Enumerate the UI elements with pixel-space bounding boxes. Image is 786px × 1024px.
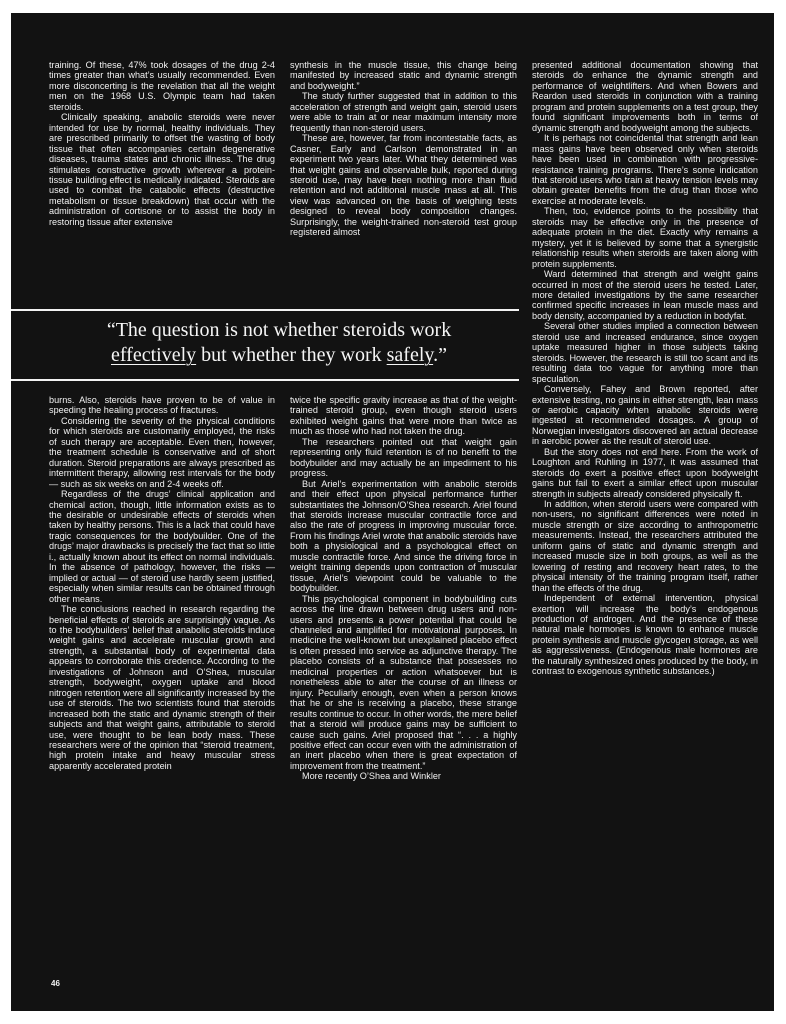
pull-quote-effectively: effectively [110, 344, 197, 366]
paragraph: Independent of external intervention, physical exertion will increase the body’s endogenous production of androgen. And the presence of these natural male hormones is known to enhance muscle protein synthesis and muscle glycogen storage, as well as aggressiveness. (Endogenous male hormones are the naturally synthesized ones produced by the body, in contrast to exogenous synthetic substances.) [532, 593, 758, 677]
paragraph: Considering the severity of the physical conditions for which steroids are customarily employed, the risks of such therapy are acceptable. Even then, however, the treatment schedule is conservative and of short duration. Steroid preparations are always prescribed as intermittent therapy, allowing rest intervals for the body — such as six weeks on and 2-4 weeks off. [49, 415, 275, 489]
paragraph: The researchers pointed out that weight gain representing only fluid retention is of no benefit to the bodybuilder and may actually be an impediment to his progress. [290, 436, 517, 479]
pull-quote [59, 318, 499, 368]
paragraph: These are, however, far from incontestable facts, as Casner, Early and Carlson demonstrated in an experiment two years later. What they determined was that weight gains and observable bulk, reported during steroid use, may have been nothing more than fluid retention and not additional muscle mass at all. This view was advanced on the basis of weighing tests designed to reveal body composition changes. Surprisingly, the weight-trained non-steroid test group registered almost [290, 133, 517, 238]
pull-quote-line-2 [59, 343, 499, 368]
paragraph: Then, too, evidence points to the possibility that steroids may be effective only in the presence of adequate protein in the diet. Exactly why remains a mystery, yet it is believed by some that a synergistic relationship results when steroids are taken along with protein supplements. [532, 206, 758, 269]
column-2-bottom [290, 395, 517, 965]
paragraph: Clinically speaking, anabolic steroids were never intended for use by normal, healthy individuals. They are prescribed primarily to offset the wasting of body tissue that often accompanies certain degenerative diseases, trauma states and chronic illness. The drug stimulates constructive growth wherever a protein-tissue building effect is medically indicated. Steroids are used to combat the catabolic effects (destructive metabolism or tissue breakdown) that occur with the administration of cortisone or to assist the body in restoring tissue after extensive [49, 112, 275, 227]
pull-quote-bottom-rule [11, 379, 519, 381]
paragraph: The conclusions reached in research regarding the beneficial effects of steroids are surprisingly vague. As to the bodybuilders’ belief that anabolic steroids induce weight gains and accelerate muscular growth and strength, a substantial body of experimental data appears to corroborate this credence. According to the investigations of Johnson and O’Shea, muscular strength, bodyweight, oxygen uptake and blood nitrogen retention were all significantly increased by the use of steroids. The two scientists found that steroids increased both the static and dynamic strength of their subjects and that weight gains, attributable to steroid use, were thought to be lean body mass. These researchers were of the opinion that “steroid treatment, high protein intake and heavy muscular stress apparently accelerated protein [49, 604, 275, 771]
paragraph: But the story does not end here. From the work of Loughton and Ruhling in 1977, it was assumed that steroids do exert a positive effect upon bodyweight gains but fail to exert a similar effect upon muscular strength in subjects already considered physically ft. [532, 446, 758, 499]
page-number: 46 [51, 979, 60, 988]
paragraph: twice the specific gravity increase as that of the weight-trained steroid group, even though steroid users exhibited weight gains that were more than twice as much as those who had not taken the drug. [290, 395, 517, 437]
column-1-bottom [49, 395, 275, 965]
column-3 [532, 60, 758, 965]
paragraph: The study further suggested that in addition to this acceleration of strength and weight gain, steroid users were able to train at or near maximum intensity more frequently than non-steroid users. [290, 91, 517, 133]
pull-quote-top-rule [11, 309, 519, 311]
paragraph: training. Of these, 47% took dosages of the drug 2-4 times greater than what’s usually recommended. Even more disconcerting is the revelation that all the weight men on the 1968 U.S. Olympic team had taken steroids. [49, 60, 275, 112]
paragraph: This psychological component in bodybuilding cuts across the line drawn between drug users and non-users and presents a power potential that could be channeled and amplified for motivational purposes. In medicine the well-known but unexplained placebo effect is often pressed into service as adjunctive therapy. The placebo consists of a substance that possesses no medicinal properties or action whatsoever but is nonetheless able to alter the course of an illness or injury. Peculiarly enough, even when a person knows that he or she is receiving a placebo, these strange results continue to occur. In other words, the mere belief that a steroid will produce gains may be sufficient to cause such gains. Ariel proposed that “. . . a highly positive effect can occur even with the administration of an inert placebo when there is great expectation of improvement from the treatment.” [290, 593, 517, 771]
paragraph: But Ariel’s experimentation with anabolic steroids and their effect upon physical performance further substantiates the Johnson/O’Shea research. Ariel found that steroids increase muscular contractile force and also the rate of progress in improving muscular force. From his findings Ariel wrote that anabolic steroids have both a physiological and a psychological effect on muscle contractile force. And since the driving force in weight training depends upon contraction of muscular tissue, Ariel’s viewpoint could be valuable to the bodybuilder. [290, 478, 517, 594]
paragraph: Conversely, Fahey and Brown reported, after extensive testing, no gains in either strength, lean mass or aerobic capacity when anabolic steroids were ingested at recommended dosages. A group of Norwegian investigators discovered an actual decrease in aerobic power as the result of steroid use. [532, 384, 758, 447]
paragraph: Regardless of the drugs’ clinical application and chemical action, though, little information exists as to the desirable or undesirable effects of steroids when taken by healthy persons. This is a lack that could have tragic consequences for the bodybuilder. One of the drugs’ major drawbacks is precisely the fact that so little i., actually known about its effect on normal individuals. In the absence of pathology, however, the risks — implied or actual — of steroid use hardly seem justified, especially when similar results can be obtained through other means. [49, 489, 275, 604]
paragraph: Several other studies implied a connection between steroid use and increased endurance, since oxygen uptake measured higher in those subjects taking steroids. However, the research is still too scant and its resulting data too vague for anything more than speculation. [532, 321, 758, 384]
pull-quote-safely: safely [386, 344, 434, 366]
pull-quote-middle: but whether they work [196, 344, 387, 366]
paragraph: In addition, when steroid users were compared with non-users, no significant differences were noted in muscle strength or size according to anthropometric measurements. Instead, the researchers attributed the uniform gains of static and dynamic strength and increased muscle size in both groups, as well as the lowering of resting and recovery heart rates, to the physical intensity of the training program itself, rather than the effects of the drug. [532, 499, 758, 593]
magazine-page [11, 13, 774, 1011]
pull-quote-end: .” [433, 344, 447, 366]
paragraph: Ward determined that strength and weight gains occurred in most of the steroid users he tested. Later, more detailed investigations by the same researcher confirmed specific increases in lean muscle mass and body density, accompanied by a reduction in bodyfat. [532, 269, 758, 321]
paragraph: presented additional documentation showing that steroids do enhance the dynamic strength and performance of weightlifters. And when Bowers and Reardon used steroids in conjunction with a training program and protein supplements on a test group, they found significant improvements both in terms of dynamic strength and bodyweight among the subjects. [532, 60, 758, 133]
column-2-top [290, 60, 517, 308]
paragraph: burns. Also, steroids have proven to be of value in speeding the healing process of fractures. [49, 395, 275, 416]
column-1-top [49, 60, 275, 308]
paragraph: It is perhaps not coincidental that strength and lean mass gains have been observed only when steroids have been used in combination with progressive-resistance training programs. There’s some indication that steroid users who train at heavy tension levels may obtain greater benefits from the drug than those who exercise at moderate levels. [532, 133, 758, 206]
pull-quote-line-1: “The question is not whether steroids work [106, 319, 452, 341]
paragraph: synthesis in the muscle tissue, this change being manifested by increased static and dynamic strength and bodyweight.” [290, 60, 517, 91]
paragraph: More recently O’Shea and Winkler [302, 771, 441, 782]
